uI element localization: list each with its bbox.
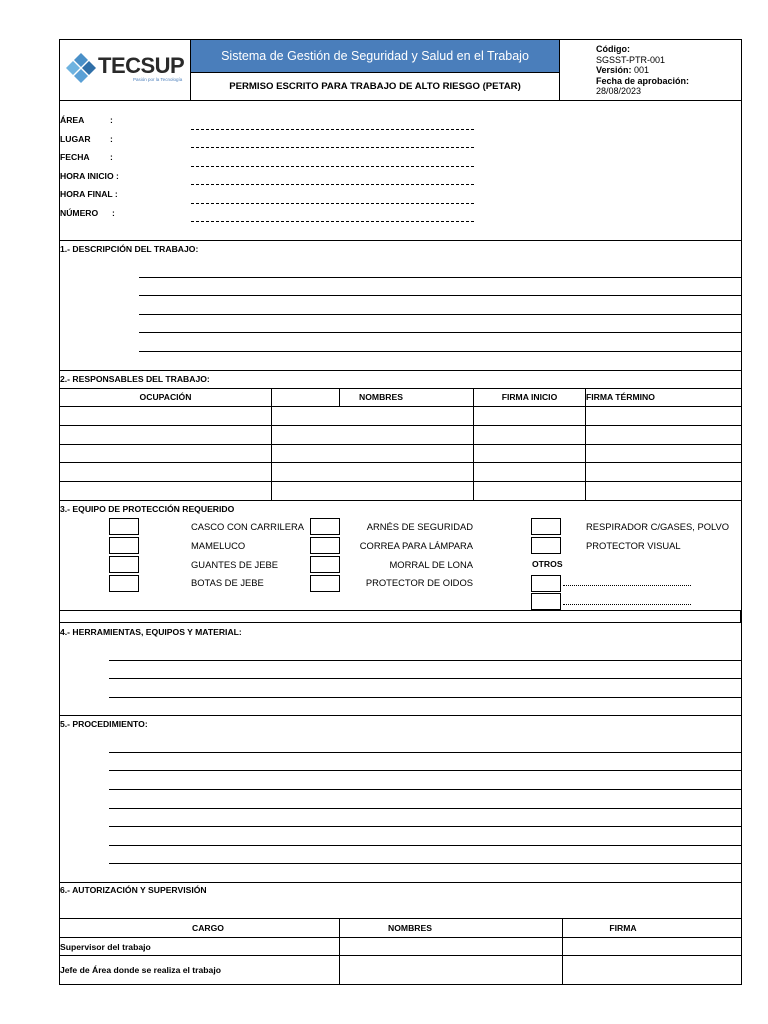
section-4-title: 4.- HERRAMIENTAS, EQUIPOS Y MATERIAL: — [60, 627, 242, 637]
epp-checkbox-casco[interactable] — [109, 518, 139, 535]
field-area-label: ÁREA — [60, 115, 85, 125]
field-fecha-line[interactable] — [191, 166, 474, 167]
form-title: PERMISO ESCRITO PARA TRABAJO DE ALTO RIESGO (PETAR) — [229, 81, 521, 92]
field-hora-inicio-label: HORA INICIO : — [60, 171, 119, 181]
table-row[interactable] — [59, 444, 742, 445]
epp-otros-line-1[interactable] — [563, 585, 691, 586]
header — [59, 39, 742, 101]
epp-otros-label: OTROS — [532, 559, 563, 569]
epp-label-morral: MORRAL DE LONA — [389, 559, 473, 570]
table-row[interactable] — [59, 425, 742, 426]
field-lugar-label: LUGAR — [60, 134, 91, 144]
epp-checkbox-otros-1[interactable] — [531, 575, 561, 592]
epp-checkbox-otros-2[interactable] — [531, 593, 561, 610]
table-row[interactable] — [59, 462, 742, 463]
description-line[interactable] — [139, 277, 742, 278]
col-nombres-aut: NOMBRES — [388, 923, 432, 933]
row-supervisor: Supervisor del trabajo — [60, 942, 151, 952]
field-hora-inicio-line[interactable] — [191, 184, 474, 185]
table-row[interactable] — [59, 955, 742, 956]
epp-otros-line-2[interactable] — [563, 604, 691, 605]
logo-text: TECSUP — [98, 53, 185, 78]
epp-label-botas: BOTAS DE JEBE — [191, 577, 264, 588]
procedure-line[interactable] — [109, 845, 742, 846]
approval-value: 28/08/2023 — [596, 86, 642, 96]
approval-label: Fecha de aprobación: — [596, 75, 690, 86]
col-cargo: CARGO — [192, 923, 224, 933]
epp-label-arnes: ARNÉS DE SEGURIDAD — [366, 521, 473, 532]
section-5-title: 5.- PROCEDIMIENTO: — [60, 719, 148, 729]
col-firma: FIRMA — [609, 923, 637, 933]
procedure-line[interactable] — [109, 789, 742, 790]
description-line[interactable] — [139, 295, 742, 296]
field-hora-final-line[interactable] — [191, 203, 474, 204]
procedure-line[interactable] — [109, 752, 742, 753]
row-jefe-area: Jefe de Área donde se realiza el trabajo — [60, 965, 221, 975]
col-ocupacion: OCUPACIÓN — [139, 392, 192, 402]
col-firma-termino: FIRMA TÉRMINO — [586, 392, 655, 402]
logo-tagline: Pasión por la Tecnología — [133, 77, 183, 82]
tools-line[interactable] — [109, 660, 742, 661]
epp-checkbox-morral[interactable] — [310, 556, 340, 573]
tools-line[interactable] — [109, 697, 742, 698]
description-line[interactable] — [139, 314, 742, 315]
epp-checkbox-botas[interactable] — [109, 575, 139, 592]
field-numero-label: NÚMERO — [60, 208, 99, 218]
epp-label-protector-oidos: PROTECTOR DE OIDOS — [365, 577, 473, 588]
table-row[interactable] — [59, 481, 742, 482]
epp-label-correa: CORREA PARA LÁMPARA — [359, 540, 473, 551]
code-label: Código: — [596, 44, 630, 54]
field-fecha-label: FECHA — [60, 152, 90, 162]
tools-line[interactable] — [109, 678, 742, 679]
procedure-line[interactable] — [109, 770, 742, 771]
epp-label-respirador: RESPIRADOR C/GASES, POLVO — [586, 521, 730, 532]
code-value: SGSST-PTR-001 — [596, 54, 666, 65]
procedure-line[interactable] — [109, 808, 742, 809]
version-value: 001 — [631, 65, 650, 75]
system-title: Sistema de Gestión de Seguridad y Salud en el Trabajo — [191, 40, 559, 72]
epp-checkbox-guantes[interactable] — [109, 556, 139, 573]
col-firma-inicio: FIRMA INICIO — [501, 392, 558, 402]
col-nombres: NOMBRES — [359, 392, 403, 402]
epp-label-protector-visual: PROTECTOR VISUAL — [586, 540, 681, 551]
epp-checkbox-mameluco[interactable] — [109, 537, 139, 554]
epp-checkbox-respirador[interactable] — [531, 518, 561, 535]
tecsup-logo — [65, 51, 187, 87]
section-6-title: 6.- AUTORIZACIÓN Y SUPERVISIÓN — [60, 885, 207, 895]
section-3-title: 3.- EQUIPO DE PROTECCIÓN REQUERIDO — [60, 504, 235, 514]
epp-label-guantes: GUANTES DE JEBE — [191, 559, 278, 570]
field-lugar-line[interactable] — [191, 147, 474, 148]
field-hora-final-label: HORA FINAL : — [60, 189, 118, 199]
epp-label-casco: CASCO CON CARRILERA — [191, 521, 305, 532]
description-line[interactable] — [139, 351, 742, 352]
section-1-title: 1.- DESCRIPCIÓN DEL TRABAJO: — [60, 244, 199, 254]
description-line[interactable] — [139, 332, 742, 333]
logo-diamond-icon — [65, 53, 97, 83]
field-numero-line[interactable] — [191, 221, 474, 222]
procedure-line[interactable] — [109, 826, 742, 827]
section-2-title: 2.- RESPONSABLES DEL TRABAJO: — [60, 374, 210, 384]
field-area-line[interactable] — [191, 129, 474, 130]
version-label: Versión: — [596, 65, 632, 75]
procedure-line[interactable] — [109, 863, 742, 864]
frame-right — [741, 39, 742, 985]
doc-meta — [596, 44, 689, 97]
epp-label-mameluco: MAMELUCO — [191, 540, 246, 551]
epp-checkbox-arnes[interactable] — [310, 518, 340, 535]
frame-bottom — [59, 984, 742, 985]
epp-checkbox-protector-visual[interactable] — [531, 537, 561, 554]
epp-checkbox-protector-oidos[interactable] — [310, 575, 340, 592]
epp-checkbox-correa[interactable] — [310, 537, 340, 554]
